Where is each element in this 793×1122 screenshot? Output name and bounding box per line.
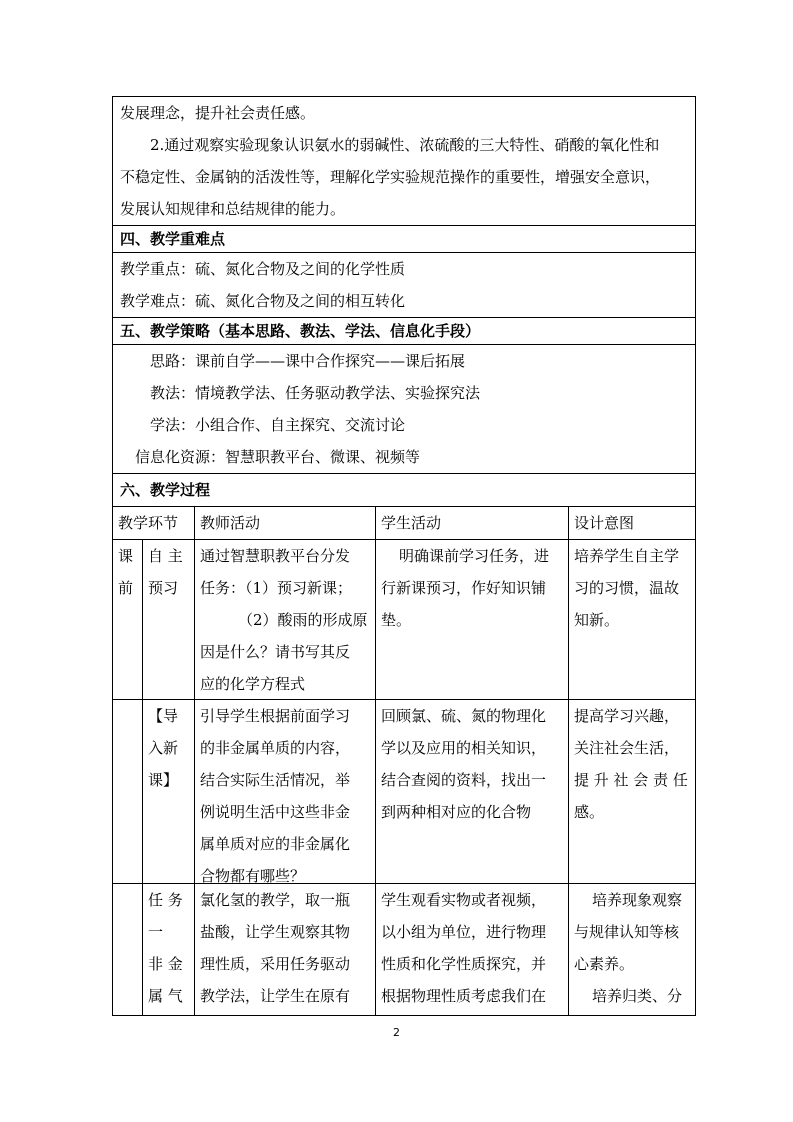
cell-text: 因是什么？请书写其反 xyxy=(200,643,351,661)
cell-text: 应的化学方程式 xyxy=(200,675,306,693)
section-heading: 六、教学过程 xyxy=(120,481,211,499)
cell-text: 属单质对应的非金属化 xyxy=(200,835,351,853)
cell-text: 通过智慧职教平台分发 xyxy=(200,547,351,565)
text-line: 教法：情境教学法、任务驱动教学法、实验探究法 xyxy=(150,384,481,402)
cell-text: 的非金属单质的内容， xyxy=(200,739,351,757)
text-line: 教学重点：硫、氮化合物及之间的化学性质 xyxy=(120,260,406,278)
page-number: 2 xyxy=(393,1026,400,1039)
text-line: 发展认知规律和总结规律的能力。 xyxy=(120,200,346,218)
cell-text: 明确课前学习任务，进 xyxy=(399,547,550,565)
cell-text: 根据物理性质考虑我们在 xyxy=(381,987,547,1005)
cell-text: 一 xyxy=(148,923,164,941)
table-header-row xyxy=(112,507,696,540)
teacher-activity-cell xyxy=(195,884,376,1015)
cell-text: 理性质，采用任务驱动 xyxy=(200,955,351,973)
teacher-activity-cell xyxy=(195,700,376,892)
cell-text: 提 升 社 会 责 任 xyxy=(574,771,688,789)
cell-text: 关注社会生活， xyxy=(574,739,680,757)
cell-text: 学生观看实物或者视频， xyxy=(381,891,547,909)
cell-text: 习的习惯，温故 xyxy=(574,579,680,597)
column-header: 学生活动 xyxy=(376,507,569,539)
cell-text: 与规律认知等核 xyxy=(574,923,680,941)
table-row xyxy=(112,884,696,1016)
cell-text: 任务：（1）预习新课； xyxy=(200,579,353,597)
section-heading: 五、教学策略（基本思路、教法、学法、信息化手段） xyxy=(120,322,481,340)
cell-text: 培养学生自主学 xyxy=(574,547,680,565)
cell-text: 学以及应用的相关知识， xyxy=(381,739,547,757)
cell-text: 非 金 xyxy=(148,955,183,973)
section-4-heading-row xyxy=(112,226,696,253)
cell-text: 前 xyxy=(118,579,134,597)
cell-text: 性质和化学性质探究，并 xyxy=(381,955,547,973)
cell-text: 合物都有哪些？ xyxy=(200,867,306,885)
cell-text: 氯化氢的教学，取一瓶 xyxy=(200,891,351,909)
document-page xyxy=(112,96,696,1016)
cell-text: 以小组为单位，进行物理 xyxy=(381,923,547,941)
design-intent-cell xyxy=(569,540,695,700)
cell-text: 预习 xyxy=(148,579,179,597)
cell-text: 课】 xyxy=(148,771,179,789)
text-line: 不稳定性、金属钠的活泼性等，理解化学实验规范操作的重要性，增强安全意识， xyxy=(120,168,661,186)
key-points-block xyxy=(112,253,696,318)
student-activity-cell xyxy=(376,540,569,700)
objectives-block xyxy=(112,96,696,226)
cell-text: 教学法，让学生在原有 xyxy=(200,987,351,1005)
phase-cell xyxy=(113,700,143,892)
cell-text: 行新课预习，作好知识铺 xyxy=(381,579,547,597)
phase-cell xyxy=(113,884,143,1015)
cell-text: 属 气 xyxy=(148,987,183,1005)
cell-text: 培养归类、分 xyxy=(592,987,683,1005)
design-intent-cell xyxy=(569,700,695,892)
phase-cell xyxy=(113,540,143,700)
strategy-block xyxy=(112,345,696,474)
text-line: 教学难点：硫、氮化合物及之间的相互转化 xyxy=(120,292,406,310)
step-cell xyxy=(143,540,195,700)
design-intent-cell xyxy=(569,884,695,1015)
text-line: 思路：课前自学——课中合作探究——课后拓展 xyxy=(150,352,466,370)
cell-text: 回顾氯、硫、氮的物理化 xyxy=(381,707,547,725)
column-header: 教学环节 xyxy=(113,507,195,539)
cell-text: 课 xyxy=(118,547,134,565)
cell-text: 例说明生活中这些非金 xyxy=(200,803,351,821)
cell-text: 入新 xyxy=(148,739,179,757)
step-cell xyxy=(143,700,195,892)
cell-text: 引导学生根据前面学习 xyxy=(200,707,351,725)
column-header: 设计意图 xyxy=(574,514,635,532)
table-row xyxy=(112,700,696,884)
cell-text: 任 务 xyxy=(148,891,183,909)
table-row xyxy=(112,540,696,700)
text-line: 发展理念，提升社会责任感。 xyxy=(120,104,316,122)
cell-text: 感。 xyxy=(574,803,605,821)
student-activity-cell xyxy=(376,700,569,892)
cell-text: 自 主 xyxy=(148,547,183,565)
cell-text: 结合实际生活情况，举 xyxy=(200,771,351,789)
cell-text: 知新。 xyxy=(574,611,620,629)
step-cell xyxy=(143,884,195,1015)
cell-text: 垫。 xyxy=(381,611,412,629)
cell-text: 盐酸，让学生观察其物 xyxy=(200,923,351,941)
student-activity-cell xyxy=(376,884,569,1015)
cell-text: 【导 xyxy=(148,707,179,725)
teacher-activity-cell xyxy=(195,540,376,700)
cell-text: 提高学习兴趣， xyxy=(574,707,680,725)
cell-text: 培养现象观察 xyxy=(592,891,683,909)
section-5-heading-row xyxy=(112,318,696,345)
cell-text: 结合查阅的资料，找出一 xyxy=(381,771,547,789)
text-line: 信息化资源：智慧职教平台、微课、视频等 xyxy=(135,448,421,466)
cell-text: 到两种相对应的化合物 xyxy=(381,803,532,821)
cell-text: 心素养。 xyxy=(574,955,635,973)
cell-text: （2）酸雨的形成原 xyxy=(238,611,368,629)
section-heading: 四、教学重难点 xyxy=(120,230,226,248)
text-line: 2.通过观察实验现象认识氨水的弱碱性、浓硫酸的三大特性、硝酸的氧化性和 xyxy=(150,136,660,154)
text-line: 学法：小组合作、自主探究、交流讨论 xyxy=(150,416,406,434)
section-6-heading-row xyxy=(112,474,696,507)
column-header: 教师活动 xyxy=(195,507,376,539)
